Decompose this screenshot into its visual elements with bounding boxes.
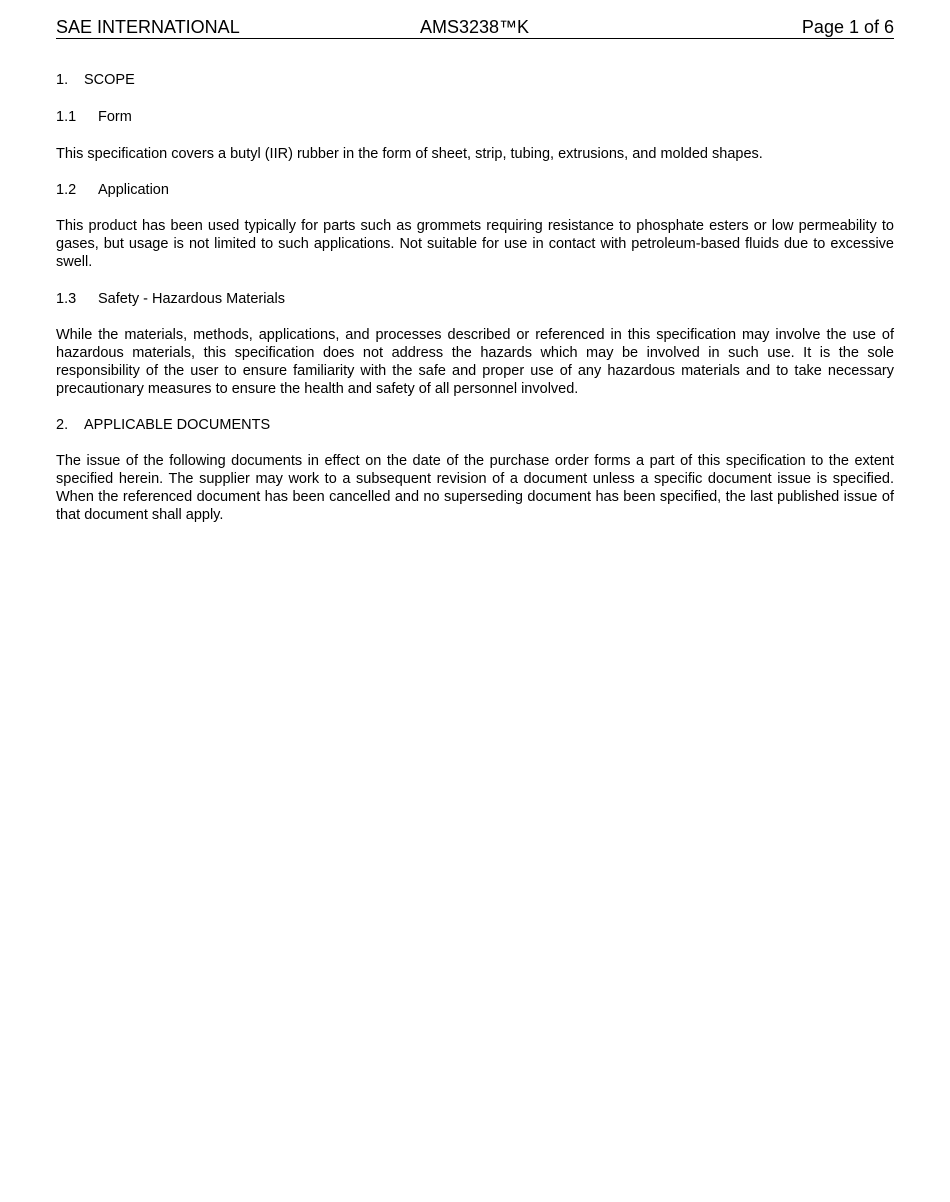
section-title: Application bbox=[98, 182, 169, 198]
section-heading-application bbox=[56, 181, 169, 199]
organization-name: SAE INTERNATIONAL bbox=[56, 17, 240, 37]
page-header bbox=[56, 16, 894, 39]
paragraph-safety: While the materials, methods, applications, and processes described or referenced in this specification may involve the use of hazardous materials, this specification does not address the hazards which may be involved in such use. It is the sole responsibility of the user to ensure familiarity with the safe and proper use of any hazardous materials and to take necessary precautionary measures to ensure the health and safety of all personnel involved. bbox=[56, 327, 894, 397]
section-number: 1.1 bbox=[56, 109, 77, 125]
section-title: Form bbox=[98, 109, 132, 125]
section-number: 2. bbox=[56, 417, 69, 433]
section-title: Safety - Hazardous Materials bbox=[98, 291, 285, 307]
section-title: SCOPE bbox=[84, 72, 135, 88]
section-heading-applicable-documents bbox=[56, 416, 270, 434]
paragraph-application: This product has been used typically for parts such as grommets requiring resistance to phosphate esters or low permeability to gases, but usage is not limited to such applications. Not suitable for use in contact with petroleum-based fluids due to excessive swell. bbox=[56, 218, 894, 270]
paragraph-form: This specification covers a butyl (IIR) rubber in the form of sheet, strip, tubing, extrusions, and molded shapes. bbox=[56, 146, 763, 162]
section-heading-safety bbox=[56, 290, 285, 308]
document-number: AMS3238™K bbox=[420, 17, 530, 37]
section-number: 1. bbox=[56, 72, 69, 88]
section-title: APPLICABLE DOCUMENTS bbox=[84, 417, 271, 433]
paragraph-applicable-documents: The issue of the following documents in effect on the date of the purchase order forms a part of this specification to the extent specified herein. The supplier may work to a subsequent revision of a document unless a specific document issue is specified. When the referenced document has been cancelled and no superseding document has been specified, the last published issue of that document shall apply. bbox=[56, 453, 894, 523]
page-number: Page 1 of 6 bbox=[801, 17, 894, 37]
section-heading-scope bbox=[56, 71, 135, 89]
section-number: 1.2 bbox=[56, 182, 77, 198]
section-number: 1.3 bbox=[56, 291, 77, 307]
section-heading-form bbox=[56, 108, 132, 126]
